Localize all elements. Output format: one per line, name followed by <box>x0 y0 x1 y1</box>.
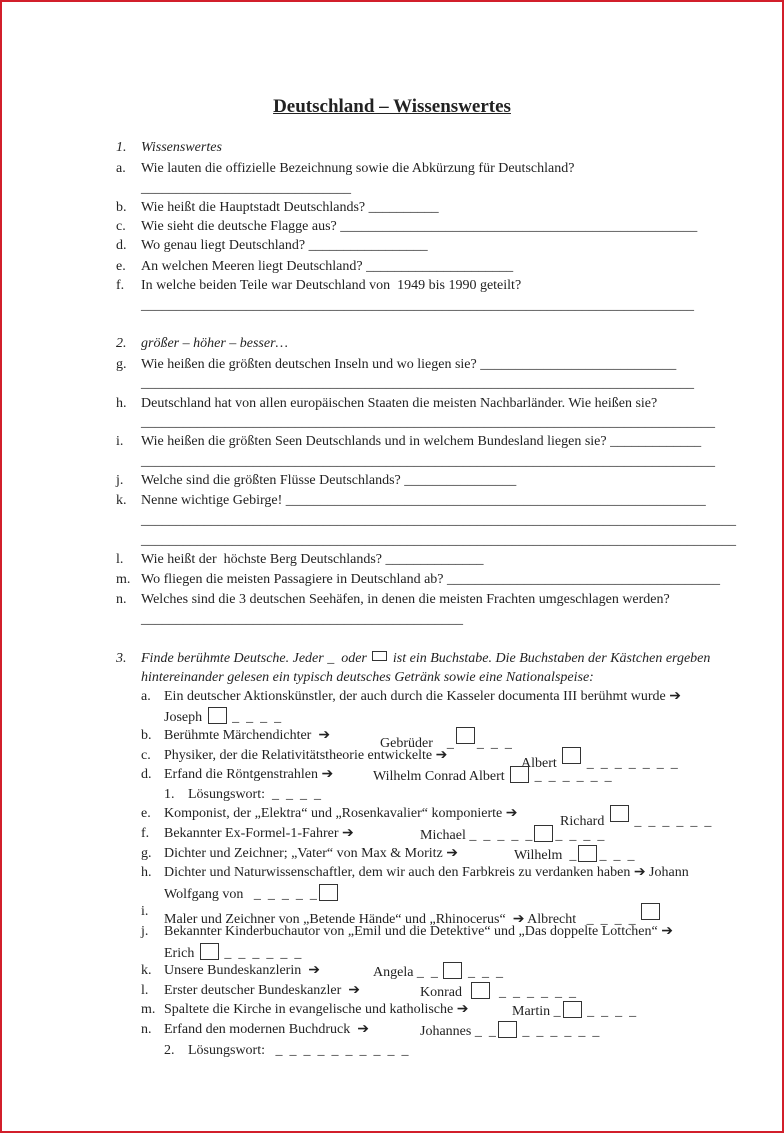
question-text: Welche sind die größten Flüsse Deutschlands? ________________ <box>141 473 517 488</box>
answer-blank[interactable]: _____________________________________________________________________________________ <box>141 533 736 548</box>
letter-box[interactable] <box>563 1001 582 1018</box>
answer-blanks[interactable]: _ _ _ _ _ _ <box>522 1024 600 1039</box>
puzzle-answer <box>373 766 612 786</box>
section-heading: Wissenswertes <box>141 140 222 155</box>
answer-blanks[interactable]: _ _ _ <box>467 965 503 980</box>
question-text: Wo fliegen die meisten Passagiere in Deutschland ab? _______________________________________ <box>141 572 720 587</box>
answer-name: Wilhelm Conrad Albert <box>373 769 505 784</box>
question-letter: a. <box>116 161 126 176</box>
answer-blanks[interactable]: _ _ _ _ _ _ <box>224 946 302 961</box>
answer-blanks[interactable]: _ _ _ _ <box>232 710 282 725</box>
answer-blanks[interactable]: _ _ _ _ <box>587 1004 637 1019</box>
question-text: Deutschland hat von allen europäischen Staaten die meisten Nachbarländer. Wie heißen sie? <box>141 396 658 411</box>
answer-name: Richard <box>560 814 605 829</box>
puzzle-answer <box>373 962 503 982</box>
answer-name: Wilhelm _ <box>514 848 577 863</box>
question-text: In welche beiden Teile war Deutschland von 1949 bis 1990 geteilt? <box>141 278 522 293</box>
question-letter: l. <box>116 552 124 567</box>
answer-blanks[interactable]: _ _ _ <box>476 736 512 751</box>
question-letter: c. <box>116 219 126 234</box>
puzzle-answer <box>164 943 301 963</box>
letter-box[interactable] <box>498 1021 517 1038</box>
letter-box[interactable] <box>443 962 462 979</box>
puzzle-answer <box>420 825 604 845</box>
puzzle-clue: Dichter und Naturwissenschaftler, dem wir auch den Farbkreis zu verdanken haben ➔ Johann <box>164 865 689 880</box>
puzzle-answer <box>420 982 576 1002</box>
letter-box[interactable] <box>510 766 529 783</box>
puzzle-clue: Erfand die Röntgenstrahlen ➔ <box>164 767 334 782</box>
letter-box[interactable] <box>319 884 338 901</box>
intro-text: ist ein Buchstabe. Die Buchstaben der Kästchen ergeben <box>392 651 711 666</box>
letter-box[interactable] <box>208 707 227 724</box>
puzzle-letter: b. <box>141 728 152 743</box>
puzzle-letter: m. <box>141 1002 156 1017</box>
question-text: Wie heißt die Hauptstadt Deutschlands? __________ <box>141 200 439 215</box>
puzzle-answer <box>420 1021 599 1041</box>
question-letter: m. <box>116 572 131 587</box>
letter-box[interactable] <box>456 727 475 744</box>
question-text: An welchen Meeren liegt Deutschland? _____________________ <box>141 259 514 274</box>
letter-box[interactable] <box>562 747 581 764</box>
question-letter: b. <box>116 200 127 215</box>
answer-name: Johannes _ _ <box>420 1024 496 1039</box>
section-intro-line2: hintereinander gelesen ein typisch deutsches Getränk sowie eine Nationalspeise: <box>141 670 594 685</box>
answer-blanks[interactable]: _ _ _ _ _ _ <box>499 985 576 1000</box>
puzzle-answer <box>512 1001 636 1021</box>
letter-box[interactable] <box>200 943 219 960</box>
question-letter: h. <box>116 396 127 411</box>
solution-label: Lösungswort: <box>188 787 265 802</box>
section-intro <box>141 650 710 668</box>
answer-blank[interactable]: ______________________________ <box>141 181 351 196</box>
answer-name: Konrad <box>420 985 462 1000</box>
puzzle-letter: a. <box>141 689 151 704</box>
question-text: Wie heißt der höchste Berg Deutschlands? ______________ <box>141 552 484 567</box>
answer-blank[interactable]: _______________________________________________________________________________ <box>141 376 694 391</box>
puzzle-letter: i. <box>141 904 149 919</box>
answer-blank[interactable]: ______________________________________________ <box>141 612 463 627</box>
solution-blanks[interactable]: _ _ _ _ _ _ _ _ _ _ <box>275 1043 409 1058</box>
question-text: Nenne wichtige Gebirge! ____________________________________________________________ <box>141 493 706 508</box>
question-letter: e. <box>116 259 126 274</box>
section-heading: größer – höher – besser… <box>141 336 288 351</box>
question-letter: g. <box>116 357 127 372</box>
clue-text: Maler und Zeichner von „Betende Hände“ und „Rhinocerus“ ➔ Albrecht _ _ _ _ <box>164 912 636 927</box>
answer-name: Joseph <box>164 710 203 725</box>
solution-number: 2. <box>164 1043 175 1058</box>
solution-line <box>188 1042 409 1060</box>
puzzle-clue: Bekannter Kinderbuchautor von „Emil und die Detektive“ und „Das doppelte Lottchen“ ➔ <box>164 924 673 939</box>
puzzle-answer <box>164 884 340 904</box>
answer-blank[interactable]: __________________________________________________________________________________ <box>141 415 715 430</box>
question-text: Wie sieht die deutsche Flagge aus? ___________________________________________________ <box>141 219 698 234</box>
puzzle-clue: Spaltete die Kirche in evangelische und katholische ➔ <box>164 1002 469 1017</box>
puzzle-clue: Bekannter Ex-Formel-1-Fahrer ➔ <box>164 826 354 841</box>
question-text: Wie heißen die größten Seen Deutschlands und in welchem Bundesland liegen sie? _____________ <box>141 434 702 449</box>
puzzle-clue: Erster deutscher Bundeskanzler ➔ <box>164 983 360 998</box>
puzzle-letter: g. <box>141 846 152 861</box>
section-number: 3. <box>116 651 127 666</box>
answer-name: Angela _ _ <box>373 965 438 980</box>
question-letter: j. <box>116 473 124 488</box>
answer-name: Erich <box>164 946 195 961</box>
puzzle-letter: d. <box>141 767 152 782</box>
puzzle-clue: Komponist, der „Elektra“ und „Rosenkavalier“ komponierte ➔ <box>164 806 518 821</box>
section-number: 2. <box>116 336 127 351</box>
puzzle-letter: f. <box>141 826 150 841</box>
answer-name: Martin _ <box>512 1004 561 1019</box>
question-text: Wie lauten die offizielle Bezeichnung sowie die Abkürzung für Deutschland? <box>141 161 575 176</box>
section-number: 1. <box>116 140 127 155</box>
answer-blanks[interactable]: _ _ _ _ <box>555 828 605 843</box>
puzzle-letter: j. <box>141 924 149 939</box>
puzzle-letter: l. <box>141 983 149 998</box>
answer-name: Wolfgang von _ _ _ _ _ <box>164 887 317 902</box>
solution-line <box>188 786 321 804</box>
question-letter: k. <box>116 493 127 508</box>
solution-blanks[interactable]: _ _ _ _ <box>272 787 321 802</box>
letter-box[interactable] <box>610 805 629 822</box>
puzzle-letter: e. <box>141 806 151 821</box>
answer-name: Michael _ _ _ _ _ <box>420 828 533 843</box>
solution-label: Lösungswort: <box>188 1043 265 1058</box>
page-title: Deutschland – Wissenswertes <box>273 96 511 117</box>
question-letter: d. <box>116 238 127 253</box>
letter-box[interactable] <box>471 982 490 999</box>
answer-blanks[interactable]: _ _ _ _ _ _ _ <box>586 756 678 771</box>
puzzle-letter: h. <box>141 865 152 880</box>
puzzle-clue: Ein deutscher Aktionskünstler, der auch durch die Kasseler documenta III berühmt wurde ➔ <box>164 689 681 704</box>
puzzle-letter: c. <box>141 748 151 763</box>
puzzle-letter: k. <box>141 963 152 978</box>
puzzle-clue: Dichter und Zeichner; „Vater“ von Max & Moritz ➔ <box>164 846 458 861</box>
question-text: Welches sind die 3 deutschen Seehäfen, in denen die meisten Frachten umgeschlagen werden? <box>141 592 670 607</box>
answer-name: Gebrüder _ <box>380 736 454 751</box>
letter-box-example <box>372 651 387 661</box>
puzzle-clue: Unsere Bundeskanzlerin ➔ <box>164 963 320 978</box>
answer-blank[interactable]: _______________________________________________________________________________ <box>141 298 694 313</box>
letter-box[interactable] <box>578 845 597 862</box>
puzzle-answer <box>514 845 634 865</box>
answer-name: Albert <box>521 756 557 771</box>
intro-text: Finde berühmte Deutsche. Jeder _ oder <box>141 651 367 666</box>
puzzle-letter: n. <box>141 1022 152 1037</box>
letter-box[interactable] <box>641 903 660 920</box>
puzzle-clue: Erfand den modernen Buchdruck ➔ <box>164 1022 369 1037</box>
answer-blanks[interactable]: _ _ _ _ _ _ <box>534 769 612 784</box>
question-letter: n. <box>116 592 127 607</box>
answer-blanks[interactable]: _ _ _ <box>599 848 635 863</box>
letter-box[interactable] <box>534 825 553 842</box>
solution-number: 1. <box>164 787 175 802</box>
answer-blank[interactable]: _____________________________________________________________________________________ <box>141 513 736 528</box>
answer-blanks[interactable]: _ _ _ _ _ _ <box>634 814 712 829</box>
question-letter: i. <box>116 434 124 449</box>
puzzle-clue: Physiker, der die Relativitätstheorie entwickelte ➔ <box>164 748 448 763</box>
puzzle-answer <box>164 707 281 727</box>
question-text: Wo genau liegt Deutschland? _________________ <box>141 238 428 253</box>
question-letter: f. <box>116 278 125 293</box>
puzzle-clue: Berühmte Märchendichter ➔ <box>164 728 331 743</box>
answer-blank[interactable]: __________________________________________________________________________________ <box>141 454 715 469</box>
question-text: Wie heißen die größten deutschen Inseln und wo liegen sie? ____________________________ <box>141 357 677 372</box>
